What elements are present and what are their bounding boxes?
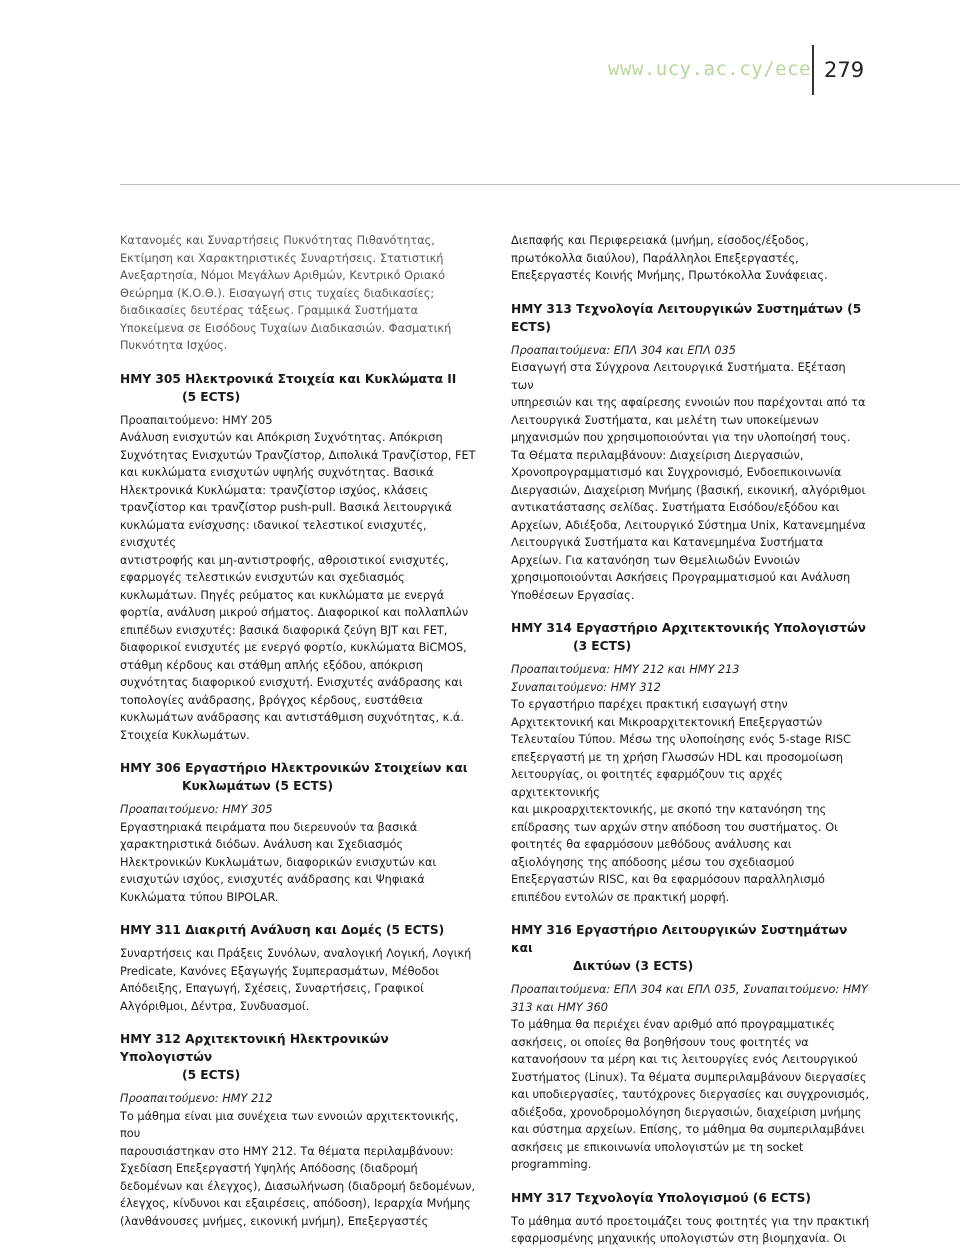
course-title: [511, 619, 871, 655]
text-line: Predicate, Κανόνες Εξαγωγής Συμπερασμάτων, Μέθοδοι: [120, 964, 440, 978]
text-line: Ανεξαρτησία, Νόμοι Μεγάλων Αριθμών, Κεντρικό Οριακό: [120, 269, 445, 282]
course-title: [120, 370, 480, 406]
text-line: Απόδειξης, Επαγωγή, Σχέσεις, Συναρτήσεις, Γραφικοί: [120, 982, 424, 995]
text-line: Αρχείων, Αδιέξοδα, Λειτουργικό Σύστημα Unix, Κατανεμημένα: [511, 518, 866, 532]
course-hmy306: [120, 759, 480, 906]
course-title: [511, 300, 871, 336]
course-title-line: ΗΜΥ 314 Εργαστήριο Αρχιτεκτονικής Υπολογιστών: [511, 621, 866, 635]
text-line: μηχανισμών που χρησιμοποιούνται για την υλοποίησή τους.: [511, 431, 851, 444]
text-line: λειτουργίας, οι φοιτητές εφαρμόζουν τις αρχές αρχιτεκτονικής: [511, 768, 783, 799]
text-line: Σχεδίαση Επεξεργαστή Υψηλής Απόδοσης (διαδρομή: [120, 1162, 418, 1175]
text-line: Εκτίμηση και Χαρακτηριστικές Συναρτήσεις. Στατιστική: [120, 251, 444, 265]
course-hmy317: [511, 1189, 871, 1248]
header-rule: [120, 184, 960, 185]
text-line: Αρχείων. Για κατανόηση των Θεμελιωδών Εννοιών: [511, 553, 801, 567]
course-title-line: ΗΜΥ 305 Ηλεκτρονικά Στοιχεία και Κυκλώματα ΙΙ: [120, 371, 457, 386]
course-description: [511, 1016, 871, 1174]
prereq-line: Συναπαιτούμενο: ΗΜΥ 312: [511, 680, 661, 694]
course-title: [120, 921, 480, 939]
text-line: programming.: [511, 1158, 592, 1171]
text-line: Ηλεκτρονικών Κυκλωμάτων, διαφορικών ενισχυτών και: [120, 855, 437, 869]
text-line: παρουσιάστηκαν στο ΗΜΥ 212. Τα θέματα περιλαμβάνουν:: [120, 1144, 454, 1158]
text-line: Θεώρημα (Κ.Ο.Θ.). Εισαγωγή στις τυχαίες διαδικασίες;: [120, 286, 435, 300]
course-description: [120, 429, 480, 744]
text-line: Διεργασιών, Διαχείριση Μνήμης (βασική, εικονική, αλγόριθμοι: [511, 483, 866, 497]
text-line: Συχνότητας Ενισχυτών Τρανζίστορ, Διπολικά Τρανζίστορ, FET: [120, 448, 476, 462]
text-line: επιπέδου εντολών σε πρακτική μορφή.: [511, 890, 730, 904]
text-line: Υποθέσεων Εργασίας.: [511, 588, 635, 602]
course-title: [120, 1030, 480, 1084]
text-line: αντικατάστασης σελίδας. Συστήματα Εισόδου/εξόδου και: [511, 501, 840, 514]
text-line: κυκλωμάτων. Πηγές ρεύματος και κυκλώματα με ενεργά: [120, 588, 445, 602]
text-line: αξιολόγησης της απόδοσης μέσω του σχεδιασμού: [511, 855, 795, 869]
text-line: χαρακτηριστικά διόδων. Ανάλυση και Σχεδιασμός: [120, 838, 404, 851]
text-line: εφαρμοσμένης μηχανικής υπολογιστών στη βιομηχανία. Οι: [511, 1232, 847, 1245]
course-title-line: ΗΜΥ 311 Διακριτή Ανάλυση και Δομές (5 ECTS): [120, 923, 445, 937]
course-title-line: (5 ECTS): [182, 389, 241, 404]
text-line: Ηλεκτρονικά Κυκλώματα: τρανζίστορ ισχύος, κλάσεις: [120, 483, 429, 497]
text-line: εφαρμογές τελεστικών ενισχυτών και σχεδιασμός: [120, 571, 405, 584]
text-line: Στοιχεία Κυκλωμάτων.: [120, 728, 250, 742]
course-prereq: [511, 981, 871, 1016]
course-hmy305: [120, 370, 480, 745]
course-title: [511, 1189, 871, 1207]
text-line: τρανζίστορ και τρανζίστορ push-pull. Βασικά λειτουργικά: [120, 501, 452, 514]
course-title: [120, 759, 480, 795]
course-title-line: (3 ECTS): [573, 639, 632, 653]
text-line: διαφορικοί ενισχυτές με ενεργό φορτίο, κυκλώματα BiCMOS,: [120, 641, 467, 654]
course-hmy312: [120, 1030, 480, 1230]
course-description: [511, 696, 871, 906]
text-line: ενισχυτών ισχύος, ενισχυτές ανάδρασης και Ψηφιακά: [120, 873, 425, 886]
text-line: Λειτουργικά Συστήματα, και μελέτη των υποκείμενων: [511, 413, 819, 427]
course-hmy311: [120, 921, 480, 1015]
course-title-line: ΗΜΥ 316 Εργαστήριο Λειτουργικών Συστημάτων και: [511, 923, 848, 955]
text-line: χρησιμοποιούνται Ασκήσεις Προγραμματισμού και Ανάλυση: [511, 571, 851, 584]
text-line: Το εργαστήριο παρέχει πρακτική εισαγωγή στην: [511, 698, 788, 711]
text-line: ασκήσεις, οι οποίες θα βοηθήσουν τους φοιτητές να: [511, 1035, 809, 1049]
text-line: ασκήσεις με επικοινωνία υπολογιστών με τη socket: [511, 1140, 804, 1154]
course-title-line: Κυκλωμάτων (5 ECTS): [182, 779, 334, 793]
course-description: [511, 359, 871, 604]
page-header: [0, 0, 960, 185]
text-line: Εισαγωγή στα Σύγχρονα Λειτουργικά Συστήματα. Εξέταση των: [511, 361, 846, 392]
right-column: [511, 232, 871, 1248]
header-divider: [812, 45, 814, 95]
text-line: φορτία, ανάλυση μικρού σήματος. Διαφορικοί και πολλαπλών: [120, 606, 469, 619]
text-line: κατανοήσουν τα μέρη και τις λειτουργίες ενός Λειτουργικού: [511, 1053, 858, 1066]
text-line: Λειτουργικά Συστήματα και Κατανεμημένα Συστήματα: [511, 536, 824, 549]
text-line: Αλγόριθμοι, Δέντρα, Συνδυασμοί.: [120, 999, 310, 1013]
text-line: Διεπαφής και Περιφερειακά (μνήμη, είσοδος/έξοδος,: [511, 234, 809, 247]
text-line: και υποδιεργασίες, ταυτόχρονες διεργασίες και συγχρονισμός,: [511, 1088, 870, 1101]
course-title-line: ΗΜΥ 306 Εργαστήριο Ηλεκτρονικών Στοιχείων και: [120, 761, 468, 775]
text-line: κυκλώματα ενίσχυσης: ιδανικοί τελεστικοί ενισχυτές, ενισχυτές: [120, 518, 427, 549]
text-line: Αρχιτεκτονική και Μικροαρχιτεκτονική Επεξεργαστών: [511, 715, 823, 729]
text-line: επίδρασης των αρχών στην απόδοση του συστήματος. Οι: [511, 820, 838, 834]
text-line: Ανάλυση ενισχυτών και Απόκριση Συχνότητας. Απόκριση: [120, 431, 443, 444]
text-line: Χρονοπρογραμματισμό και Συγχρονισμό, Ενδοεπικοινωνία: [511, 466, 842, 479]
text-line: έλεγχος, κίνδυνοι και εξαιρέσεις, απόδοση), Ιεραρχία Μνήμης: [120, 1197, 471, 1210]
course-title-line: ΗΜΥ 313 Τεχνολογία Λειτουργικών Συστημάτων (5 ECTS): [511, 301, 862, 334]
text-line: αδιέξοδα, χρονοδρομολόγηση διεργασιών, διαχείριση μνήμης: [511, 1105, 862, 1119]
course-title-line: ΗΜΥ 312 Αρχιτεκτονική Ηλεκτρονικών Υπολογιστών: [120, 1032, 389, 1064]
text-line: Τα Θέματα περιλαμβάνουν: Διαχείριση Διεργασιών,: [511, 448, 804, 462]
left-column: [120, 232, 480, 1230]
text-line: δεδομένων και έλεγχος), Διασωλήνωση (διαδρομή δεδομένων,: [120, 1179, 476, 1193]
text-line: αντιστροφής και μη-αντιστροφής, αθροιστικοί ενισχυτές,: [120, 553, 449, 567]
course-description: [120, 945, 480, 1015]
course-prereq: [511, 342, 871, 360]
course-prereq: Προαπαιτούμενο: ΗΜΥ 205: [120, 413, 273, 427]
prereq-line: Προαπαιτούμενα: ΕΠΛ 304 και ΕΠΛ 035, Συναπαιτούμενο: ΗΜΥ: [511, 983, 868, 996]
text-line: και κυκλώματα ενισχυτών υψηλής συχνότητας. Βασικά: [120, 466, 434, 479]
text-line: Το μάθημα αυτό προετοιμάζει τους φοιτητές για την πρακτική: [511, 1214, 870, 1228]
course-title-line: ΗΜΥ 317 Τεχνολογία Υπολογισμού (6 ECTS): [511, 1190, 811, 1205]
course-title-line: Δικτύων (3 ECTS): [573, 959, 694, 973]
page-number: 279: [824, 58, 865, 82]
text-line: στάθμη κέρδους και στάθμη απλής εξόδου, απόκριση: [120, 658, 423, 672]
text-line: Το μάθημα θα περιέχει έναν αριθμό από προγραμματικές: [511, 1018, 835, 1031]
course-title-line: (5 ECTS): [182, 1068, 241, 1082]
course-description: [120, 819, 480, 907]
course-hmy314: [511, 619, 871, 906]
text-line: κυκλωμάτων ανάδρασης και αντιστάθμιση συχνότητας, κ.ά.: [120, 711, 464, 724]
text-line: και σύστημα αρχείων. Επίσης, το μάθημα θα συμπεριλαμβάνει: [511, 1123, 865, 1136]
course-prereq: Προαπαιτούμενο: ΗΜΥ 212: [120, 1092, 273, 1105]
text-line: Επεξεργαστές Κοινής Μνήμης, Πρωτόκολλα Συνάφειας.: [511, 269, 828, 282]
text-line: διαδικασίες δευτέρας τάξεως. Γραμμικά Συστήματα: [120, 304, 419, 317]
course-description: [120, 1108, 480, 1231]
intro-paragraph: [120, 232, 480, 355]
site-url: www.ucy.ac.cy/ece: [608, 58, 811, 80]
text-line: Εργαστηριακά πειράματα που διερευνούν τα βασικά: [120, 820, 418, 834]
prereq-line: 313 και ΗΜΥ 360: [511, 1000, 608, 1014]
text-line: φοιτητές θα εφαρμόσουν μεθόδους ανάλυσης και: [511, 838, 792, 851]
text-line: Επεξεργαστών RISC, και θα εφαρμόσουν παραλληλισμό: [511, 873, 825, 886]
text-line: επιπέδων ενισχυτές: βασικά διαφορικά ζεύγη BJT και FET,: [120, 623, 448, 637]
course-prereq: Προαπαιτούμενο: ΗΜΥ 305: [120, 803, 273, 816]
prereq-line: Προαπαιτούμενα: ΗΜΥ 212 και ΗΜΥ 213: [511, 663, 740, 676]
text-line: επεξεργαστή με τη χρήση Γλωσσών HDL και προσομοίωση: [511, 750, 844, 764]
text-line: Συναρτήσεις και Πράξεις Συνόλων, αναλογική Λογική, Λογική: [120, 947, 472, 960]
prereq-line: Προαπαιτούμενα: ΕΠΛ 304 και ΕΠΛ 035: [511, 343, 736, 357]
text-line: Κυκλώματα τύπου BIPOLAR.: [120, 890, 279, 904]
course-prereq: [511, 661, 871, 696]
text-line: Κατανομές και Συναρτήσεις Πυκνότητας Πιθανότητας,: [120, 234, 435, 247]
intro-paragraph: [511, 232, 871, 285]
text-line: πρωτόκολλα διαύλου), Παράλληλοι Επεξεργαστές,: [511, 251, 799, 265]
course-description: [511, 1213, 871, 1248]
text-line: συχνότητας διαφορικού ενισχυτή. Ενισχυτές ανάδρασης και: [120, 676, 463, 689]
text-line: Τελευταίου Τύπου. Μέσω της υλοποίησης ενός 5-stage RISC: [511, 733, 851, 746]
course-hmy316: [511, 921, 871, 1174]
text-line: Συστήματος (Linux). Τα θέματα συμπεριλαμβάνουν διεργασίες: [511, 1070, 867, 1084]
course-title: [511, 921, 871, 975]
text-line: και μικροαρχιτεκτονικής, με σκοπό την κατανόηση της: [511, 803, 827, 816]
text-line: Το μάθημα είναι μια συνέχεια των εννοιών αρχιτεκτονικής, που: [120, 1109, 459, 1140]
text-line: υπηρεσιών και της αφαίρεσης εννοιών που παρέχονται από τα: [511, 396, 866, 409]
text-line: Υποκείμενα σε Εισόδους Τυχαίων Διαδικασιών. Φασματική: [120, 321, 452, 335]
text-line: (λανθάνουσες μνήμες, εικονική μνήμη), Επεξεργαστές: [120, 1214, 429, 1228]
course-hmy313: [511, 300, 871, 605]
text-line: Πυκνότητα Ισχύος.: [120, 339, 228, 352]
text-line: τοπολογίες ανάδρασης, βρόγχος κέρδους, ευστάθεια: [120, 693, 423, 707]
